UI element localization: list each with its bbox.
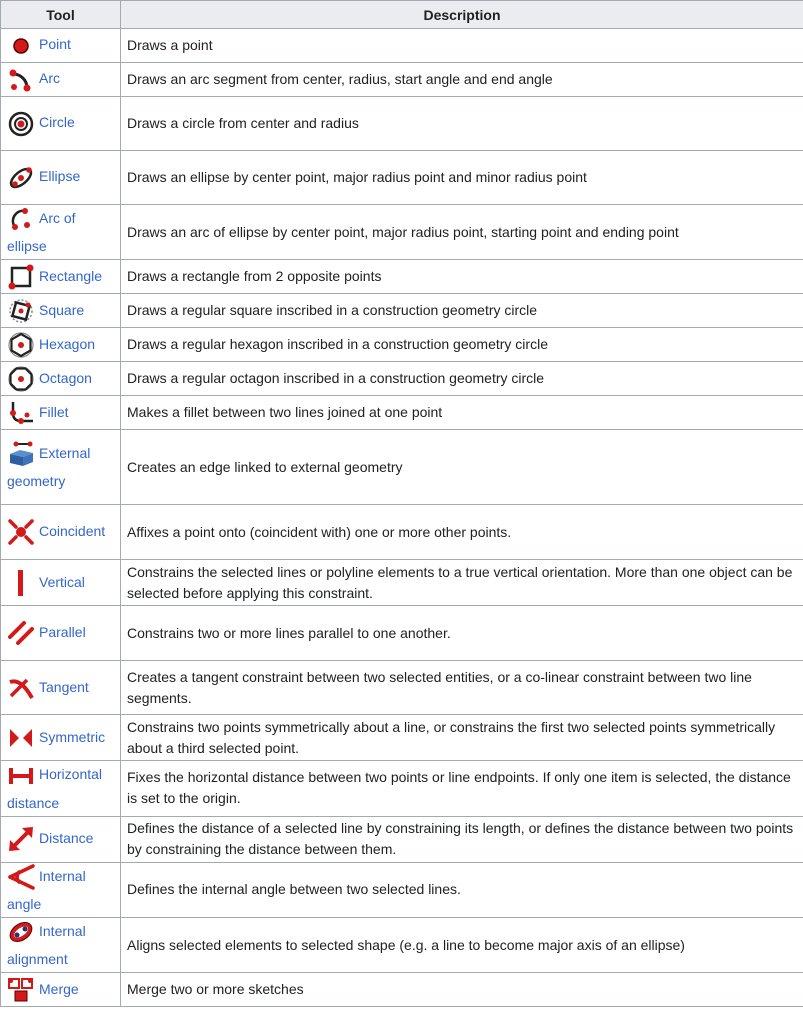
circle-icon[interactable] (7, 110, 35, 138)
tool-link-distance[interactable]: Distance (39, 829, 94, 846)
tool-link-internal-angle[interactable]: Internal angle (7, 867, 86, 912)
tool-link-internal-alignment[interactable]: Internal alignment (7, 922, 86, 968)
tool-cell (1, 715, 121, 761)
hexagon-icon[interactable] (7, 331, 35, 359)
table-row (1, 430, 803, 505)
tool-link-ellipse[interactable]: Ellipse (39, 168, 81, 185)
tool-link-octagon[interactable]: Octagon (39, 369, 92, 386)
table-row (1, 661, 803, 715)
tool-cell (1, 761, 121, 816)
description-cell: Creates a tangent constraint between two selected entities, or a co-linear constraint between two line segments. (121, 661, 803, 715)
coincident-icon[interactable] (7, 518, 35, 546)
table-row (1, 205, 803, 260)
table-row (1, 862, 803, 917)
tool-link-parallel[interactable]: Parallel (39, 624, 86, 641)
tool-cell (1, 862, 121, 917)
tool-cell (1, 97, 121, 151)
table-row (1, 505, 803, 560)
description-cell: Draws a regular hexagon inscribed in a construction geometry circle (121, 328, 803, 362)
tool-cell (1, 606, 121, 661)
table-row (1, 97, 803, 151)
vertical-icon[interactable] (7, 569, 35, 597)
description-cell: Creates an edge linked to external geometry (121, 430, 803, 505)
tool-cell (1, 505, 121, 560)
square-icon[interactable] (7, 297, 35, 325)
tool-cell (1, 816, 121, 862)
tool-cell (1, 973, 121, 1007)
description-cell: Makes a fillet between two lines joined at one point (121, 396, 803, 430)
tool-link-coincident[interactable]: Coincident (39, 523, 106, 540)
tool-cell (1, 560, 121, 606)
table-row (1, 260, 803, 294)
description-cell: Draws a regular square inscribed in a construction geometry circle (121, 294, 803, 328)
tool-cell (1, 396, 121, 430)
tool-cell (1, 328, 121, 362)
symmetric-icon[interactable] (7, 724, 35, 752)
octagon-icon[interactable] (7, 365, 35, 393)
distance-icon[interactable] (7, 825, 35, 853)
table-row (1, 917, 803, 972)
tool-link-tangent[interactable]: Tangent (39, 678, 89, 695)
internal-alignment-icon[interactable] (7, 918, 35, 946)
table-row (1, 560, 803, 606)
tool-link-fillet[interactable]: Fillet (39, 403, 69, 420)
tool-link-rectangle[interactable]: Rectangle (39, 267, 103, 284)
tool-cell (1, 917, 121, 972)
table-row (1, 294, 803, 328)
description-cell: Draws an ellipse by center point, major radius point and minor radius point (121, 151, 803, 205)
header-row (1, 1, 803, 29)
fillet-icon[interactable] (7, 399, 35, 427)
table-row (1, 973, 803, 1007)
merge-icon[interactable] (7, 976, 35, 1004)
tool-cell (1, 63, 121, 97)
description-cell: Constrains two or more lines parallel to one another. (121, 606, 803, 661)
tool-cell (1, 151, 121, 205)
tool-column-header: Tool (1, 1, 121, 29)
description-column-header: Description (121, 1, 803, 29)
point-icon[interactable] (7, 32, 35, 60)
horizontal-distance-icon[interactable] (7, 762, 35, 790)
table-row (1, 362, 803, 396)
description-cell: Draws a circle from center and radius (121, 97, 803, 151)
table-row (1, 151, 803, 205)
table-row (1, 328, 803, 362)
internal-angle-icon[interactable] (7, 863, 35, 891)
table-row (1, 29, 803, 63)
rectangle-icon[interactable] (7, 263, 35, 291)
tool-link-arc-of-ellipse[interactable]: Arc of ellipse (7, 210, 76, 255)
description-cell: Constrains the selected lines or polyline elements to a true vertical orientation. More than one object can be selected before applying this constraint. (121, 560, 803, 606)
table-row (1, 396, 803, 430)
description-cell: Defines the distance of a selected line by constraining its length, or defines the distance between two points by constraining the distance between them. (121, 816, 803, 862)
description-cell: Aligns selected elements to selected shape (e.g. a line to become major axis of an ellipse) (121, 917, 803, 972)
tool-link-arc[interactable]: Arc (39, 70, 60, 87)
tool-cell (1, 661, 121, 715)
description-cell: Draws an arc segment from center, radius, start angle and end angle (121, 63, 803, 97)
tool-cell (1, 294, 121, 328)
table-row (1, 715, 803, 761)
tangent-icon[interactable] (7, 674, 35, 702)
description-cell: Defines the internal angle between two selected lines. (121, 862, 803, 917)
tool-cell (1, 205, 121, 260)
table-row (1, 816, 803, 862)
tool-cell (1, 29, 121, 63)
description-cell: Draws a rectangle from 2 opposite points (121, 260, 803, 294)
arc-of-ellipse-icon[interactable] (7, 205, 35, 233)
tool-cell (1, 430, 121, 505)
arc-icon[interactable] (7, 66, 35, 94)
tool-link-square[interactable]: Square (39, 301, 85, 318)
external-geometry-icon[interactable] (7, 440, 35, 468)
description-cell: Draws a point (121, 29, 803, 63)
tool-link-vertical[interactable]: Vertical (39, 573, 85, 590)
description-cell: Constrains two points symmetrically about a line, or constrains the first two selected points symmetrically about a third selected point. (121, 715, 803, 761)
tool-link-hexagon[interactable]: Hexagon (39, 335, 96, 352)
tool-link-point[interactable]: Point (39, 36, 71, 53)
tool-link-symmetric[interactable]: Symmetric (39, 728, 106, 745)
description-cell: Fixes the horizontal distance between two points or line endpoints. If only one item is selected, the distance is set to the origin. (121, 761, 803, 816)
description-cell: Draws an arc of ellipse by center point, major radius point, starting point and ending point (121, 205, 803, 260)
table-row (1, 606, 803, 661)
table-row (1, 63, 803, 97)
ellipse-icon[interactable] (7, 164, 35, 192)
tool-link-circle[interactable]: Circle (39, 114, 75, 131)
tool-link-merge[interactable]: Merge (39, 980, 79, 997)
tool-link-horizontal-distance[interactable]: Horizontal distance (7, 766, 103, 811)
table-row (1, 761, 803, 816)
parallel-icon[interactable] (7, 619, 35, 647)
description-cell: Draws a regular octagon inscribed in a construction geometry circle (121, 362, 803, 396)
tool-link-external-geometry[interactable]: External geometry (7, 445, 91, 490)
tool-cell (1, 362, 121, 396)
tool-cell (1, 260, 121, 294)
description-cell: Affixes a point onto (coincident with) one or more other points. (121, 505, 803, 560)
description-cell: Merge two or more sketches (121, 973, 803, 1007)
